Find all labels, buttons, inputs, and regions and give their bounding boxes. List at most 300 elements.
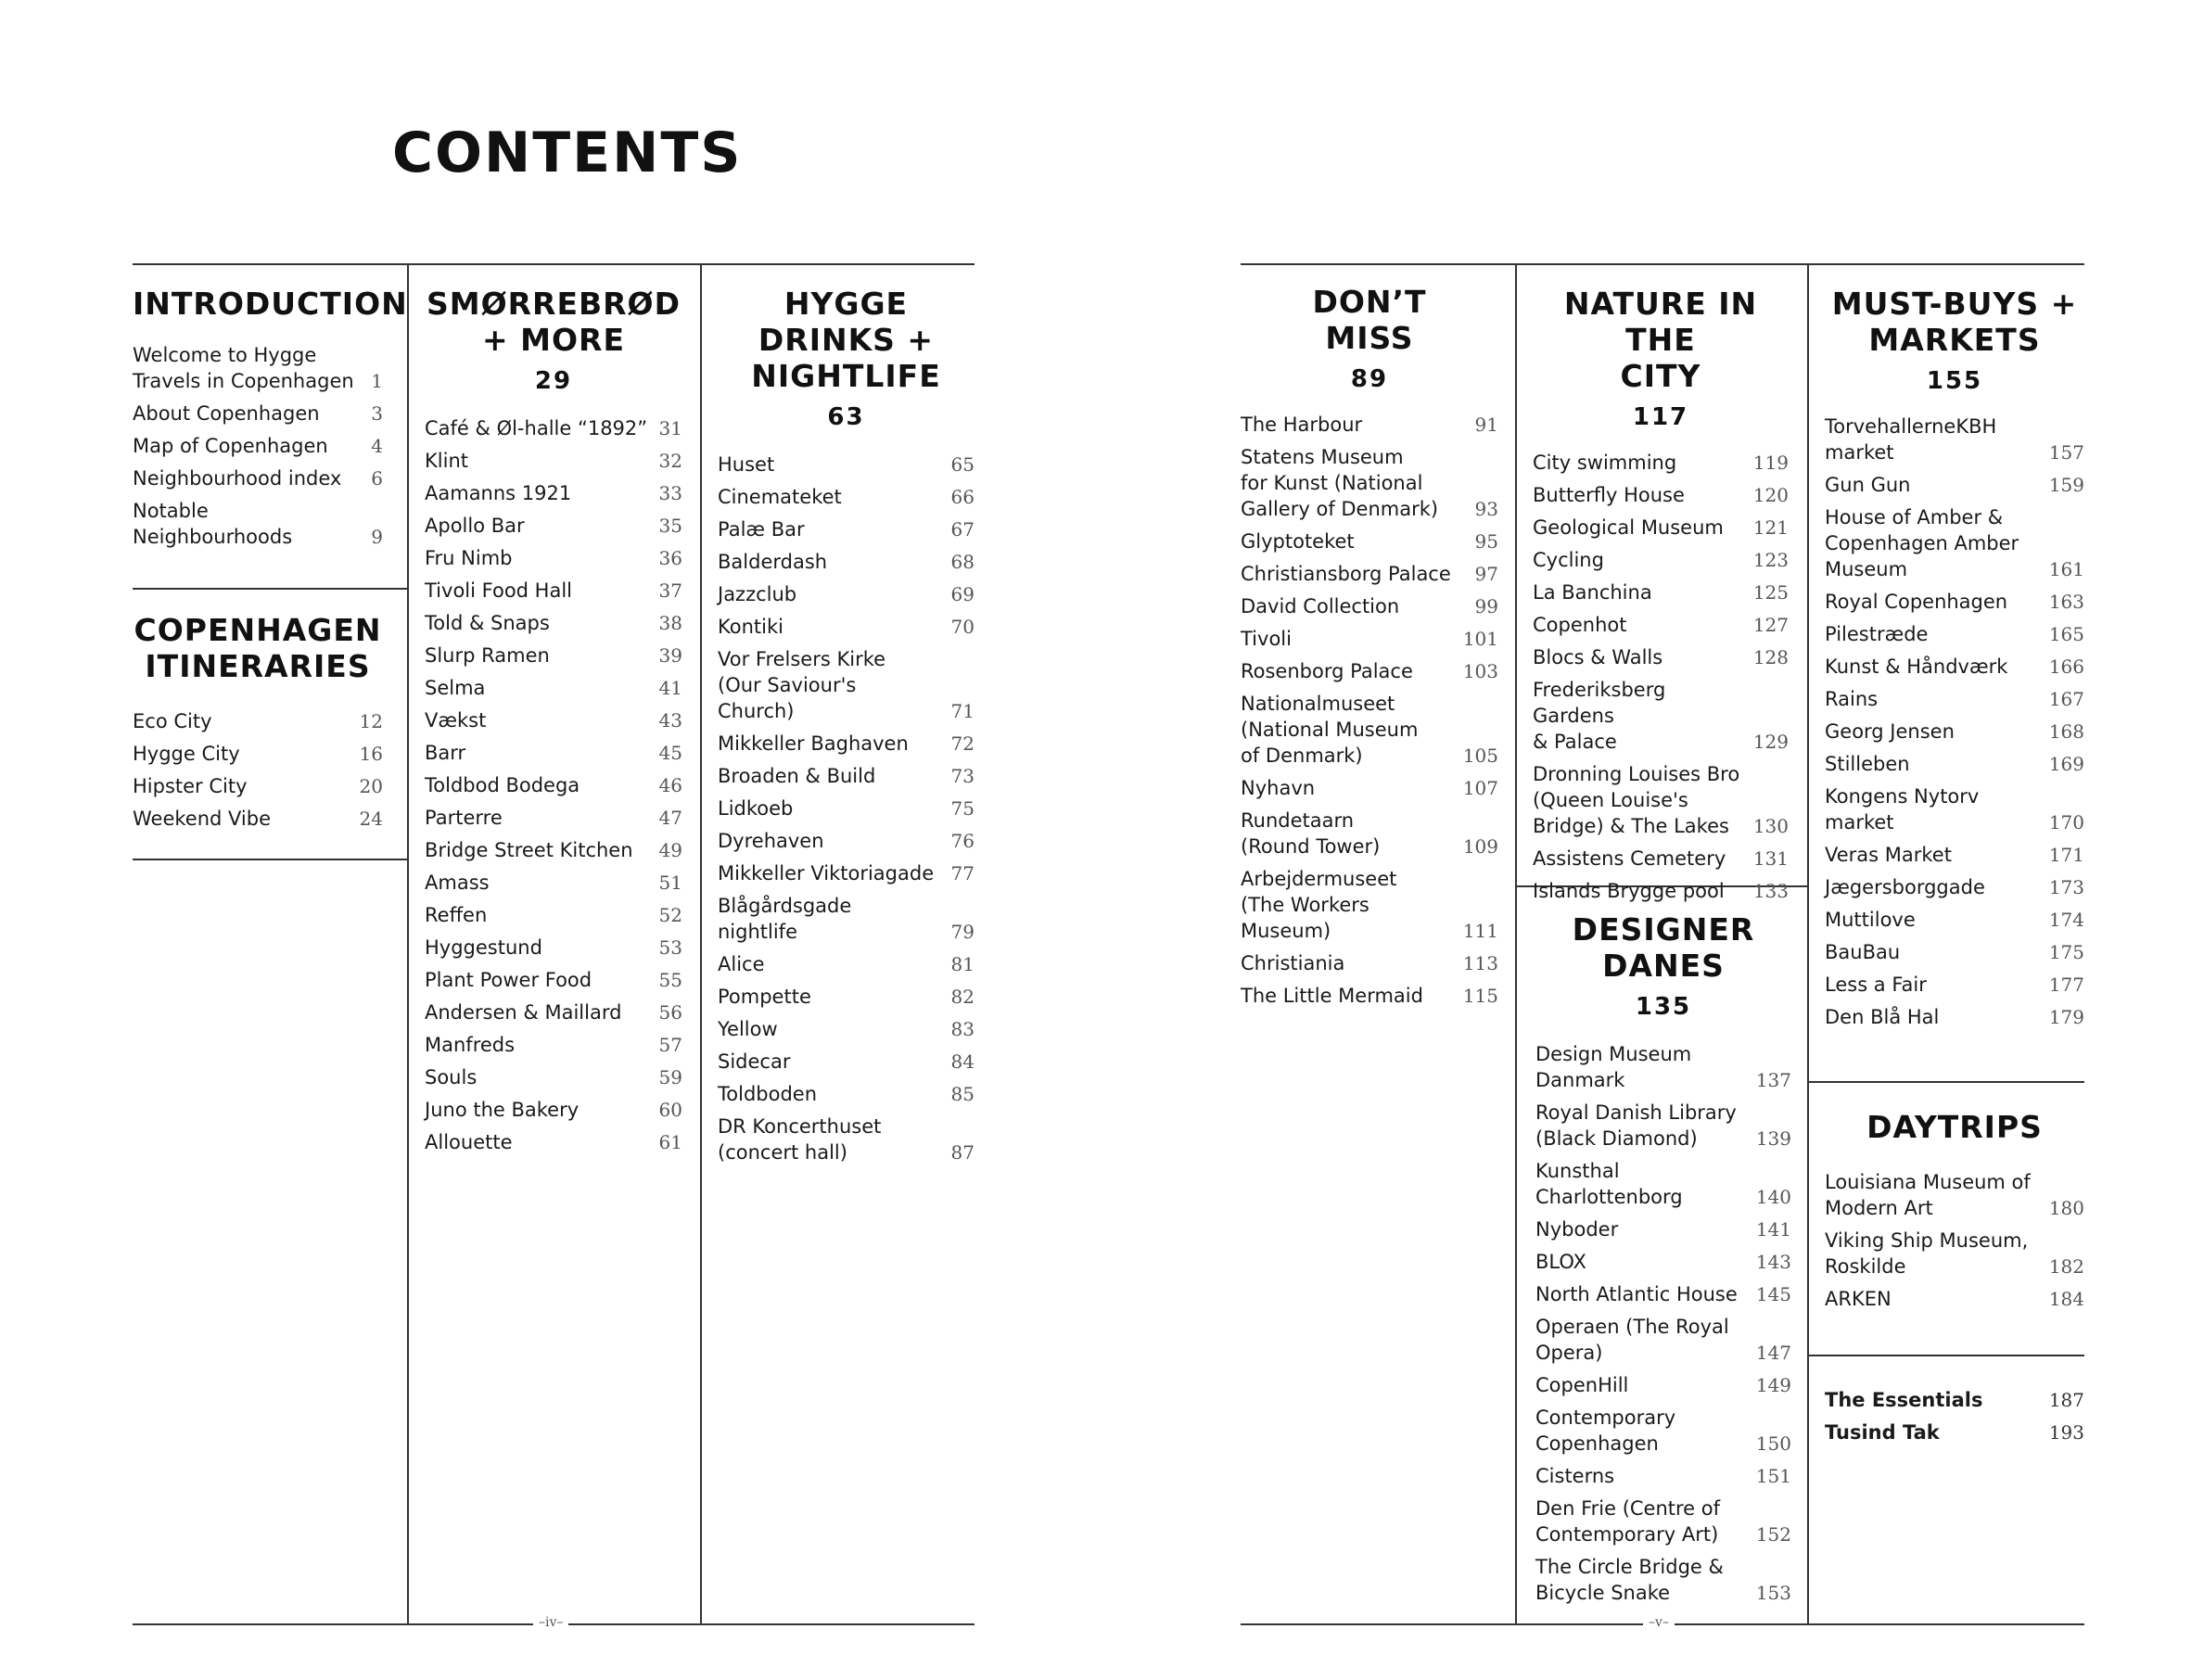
toc-entry-title: Nyboder — [1535, 1218, 1619, 1241]
toc-entry — [1825, 907, 2084, 933]
toc-entry — [1825, 1169, 2084, 1221]
toc-entry-page: 173 — [2048, 876, 2084, 898]
toc-entry — [1535, 1495, 1791, 1547]
toc-entry — [1241, 412, 1498, 438]
entry-list — [718, 452, 974, 1165]
toc-entry-page: 123 — [1752, 549, 1789, 571]
section-designer — [1535, 911, 1791, 1612]
toc-entry-page: 91 — [1474, 414, 1498, 436]
toc-entry-page: 140 — [1755, 1186, 1791, 1208]
toc-entry-page: 180 — [2048, 1197, 2084, 1219]
toc-entry-title: Hipster City — [133, 775, 248, 797]
toc-entry — [718, 1081, 974, 1107]
toc-entry-title: Jazzclub — [718, 583, 797, 605]
toc-entry-page: 107 — [1462, 777, 1498, 799]
toc-entry-page: 161 — [2048, 558, 2084, 580]
toc-entry-page: 1 — [371, 370, 383, 392]
toc-entry — [133, 433, 383, 459]
toc-entry — [1533, 761, 1789, 839]
toc-entry — [425, 643, 682, 668]
toc-entry-page: 76 — [950, 830, 974, 852]
toc-entry-page: 33 — [658, 482, 682, 504]
section-heading: COPENHAGEN ITINERARIES — [134, 612, 382, 684]
section-introduction — [133, 286, 408, 556]
toc-entry-page: 184 — [2048, 1288, 2084, 1310]
toc-entry-title: City swimming — [1533, 452, 1677, 474]
toc-entry — [1535, 1216, 1791, 1242]
toc-entry — [1825, 783, 2084, 835]
toc-entry — [718, 893, 974, 945]
toc-entry — [425, 999, 682, 1025]
toc-entry-title: Broaden & Build — [718, 765, 876, 787]
toc-entry-title: Souls — [425, 1066, 478, 1088]
toc-entry-title: Lidkoeb — [718, 797, 794, 820]
section-heading: NATURE IN THE CITY — [1563, 286, 1758, 394]
toc-entry — [425, 805, 682, 831]
toc-entry-page: 182 — [2048, 1255, 2084, 1278]
toc-entry-title: The Essentials — [1825, 1389, 1983, 1411]
toc-entry-title: Toldboden — [718, 1083, 818, 1105]
toc-entry-page: 73 — [950, 765, 974, 787]
toc-entry-title: Arbejdermuseet (The Workers Museum) — [1241, 868, 1397, 942]
toc-entry — [718, 1049, 974, 1075]
toc-entry-title: Kongens Nytorv market — [1825, 785, 1980, 834]
toc-entry — [1241, 808, 1498, 859]
toc-entry-page: 139 — [1755, 1127, 1791, 1150]
toc-entry-title: Rosenborg Palace — [1241, 660, 1413, 682]
toc-entry — [1825, 842, 2084, 868]
toc-entry — [1241, 658, 1498, 684]
toc-entry-title: Butterfly House — [1533, 484, 1685, 506]
toc-entry — [1825, 1004, 2084, 1030]
toc-entry-title: Allouette — [425, 1131, 513, 1153]
toc-entry-title: Den Frie (Centre of Contemporary Art) — [1535, 1497, 1721, 1546]
toc-entry — [1825, 972, 2084, 998]
toc-entry — [1241, 775, 1498, 801]
toc-entry-title: Juno the Bakery — [425, 1099, 580, 1121]
toc-entry-page: 52 — [658, 904, 682, 926]
toc-entry — [1825, 1286, 2084, 1312]
toc-entry — [718, 452, 974, 477]
entry-list — [425, 415, 682, 1155]
toc-entry-page: 69 — [950, 583, 974, 605]
toc-entry-page: 163 — [2048, 591, 2084, 613]
section-dont-miss — [1241, 284, 1498, 1015]
toc-entry-page: 165 — [2048, 623, 2084, 645]
toc-entry-page: 133 — [1752, 880, 1789, 902]
toc-entry-page: 152 — [1755, 1523, 1791, 1546]
toc-entry-title: Nyhavn — [1241, 777, 1316, 799]
section-heading: SMØRREBRØD + MORE — [426, 286, 682, 358]
toc-entry-page: 175 — [2048, 941, 2084, 963]
toc-entry-title: Apollo Bar — [425, 515, 525, 537]
entry-list — [133, 708, 383, 832]
toc-entry — [1533, 846, 1789, 872]
section-page-number: 155 — [1926, 367, 1983, 395]
toc-entry-page: 43 — [658, 709, 682, 732]
toc-entry-title: Huset — [718, 453, 775, 476]
column-divider — [1515, 263, 1517, 1623]
toc-entry — [1535, 1405, 1791, 1457]
toc-entry-page: 150 — [1755, 1432, 1791, 1455]
toc-entry-page: 57 — [658, 1034, 682, 1056]
section-itineraries — [133, 612, 383, 838]
toc-entry-page: 113 — [1462, 952, 1498, 974]
toc-entry-page: 12 — [359, 710, 383, 732]
toc-entry — [425, 870, 682, 896]
toc-entry-page: 130 — [1752, 815, 1789, 837]
toc-entry-title: Copenhot — [1533, 614, 1627, 636]
toc-entry — [718, 984, 974, 1010]
toc-entry-title: Rains — [1825, 688, 1879, 710]
entry-list — [1533, 450, 1789, 904]
toc-entry — [1535, 1158, 1791, 1210]
toc-entry — [718, 646, 974, 724]
toc-entry-page: 93 — [1474, 498, 1498, 520]
toc-entry-title: Selma — [425, 677, 486, 699]
toc-entry — [1825, 1419, 2084, 1445]
toc-entry-page: 75 — [950, 797, 974, 820]
toc-entry — [718, 484, 974, 510]
toc-entry-page: 3 — [371, 402, 383, 425]
entry-list — [133, 342, 383, 550]
toc-entry — [1825, 504, 2084, 582]
toc-entry-title: Aamanns 1921 — [425, 482, 572, 504]
toc-entry — [1241, 593, 1498, 619]
toc-entry — [425, 1097, 682, 1123]
toc-entry — [425, 480, 682, 506]
toc-entry-title: Islands Brygge pool — [1533, 880, 1725, 902]
section-heading: DAYTRIPS — [1866, 1109, 2043, 1145]
toc-entry-title: Blågårdsgade nightlife — [718, 895, 852, 943]
toc-entry — [425, 610, 682, 636]
toc-entry — [1535, 1281, 1791, 1307]
toc-entry-title: Told & Snaps — [425, 612, 550, 634]
toc-entry-title: Blocs & Walls — [1533, 646, 1663, 668]
entry-list — [1241, 412, 1498, 1009]
toc-entry-page: 16 — [359, 743, 383, 765]
toc-entry — [425, 740, 682, 766]
toc-entry-page: 77 — [950, 862, 974, 885]
toc-entry — [1535, 1463, 1791, 1489]
toc-entry-page: 82 — [950, 986, 974, 1008]
toc-entry-title: Fru Nimb — [425, 547, 513, 569]
toc-entry-title: Tivoli — [1241, 628, 1292, 650]
column-divider — [700, 263, 702, 1623]
toc-entry-page: 171 — [2048, 844, 2084, 866]
toc-entry — [1535, 1554, 1791, 1606]
entry-list — [1825, 414, 2084, 1030]
section-page-number: 29 — [534, 367, 573, 395]
toc-entry-title: Plant Power Food — [425, 969, 592, 991]
toc-entry-page: 20 — [359, 775, 383, 797]
toc-entry-title: Viking Ship Museum, Roskilde — [1825, 1229, 2029, 1278]
toc-entry — [718, 731, 974, 757]
toc-entry-title: Christiansborg Palace — [1241, 563, 1451, 585]
toc-entry — [425, 935, 682, 961]
toc-entry — [1533, 878, 1789, 904]
toc-entry-page: 53 — [658, 936, 682, 959]
toc-entry — [133, 401, 383, 426]
section-page-number: 117 — [1632, 403, 1689, 431]
toc-entry-page: 56 — [658, 1001, 682, 1024]
toc-entry-page: 119 — [1752, 452, 1789, 474]
toc-entry-title: Pilestræde — [1825, 623, 1929, 645]
toc-entry — [718, 828, 974, 854]
toc-entry — [1241, 950, 1498, 976]
toc-entry — [1533, 677, 1789, 755]
toc-entry — [1825, 719, 2084, 745]
toc-entry-page: 87 — [950, 1141, 974, 1164]
toc-entry-page: 97 — [1474, 563, 1498, 585]
toc-entry — [1825, 1228, 2084, 1279]
toc-entry-page: 49 — [658, 839, 682, 861]
toc-entry-title: ARKEN — [1825, 1288, 1892, 1310]
entry-list — [1825, 1169, 2084, 1312]
toc-entry-page: 79 — [950, 921, 974, 943]
toc-entry-title: Glyptoteket — [1241, 530, 1355, 553]
entry-list — [1535, 1041, 1791, 1606]
toc-entry — [718, 951, 974, 977]
toc-entry — [425, 1032, 682, 1058]
toc-entry-page: 157 — [2048, 441, 2084, 464]
toc-entry — [718, 614, 974, 640]
toc-entry — [1241, 561, 1498, 587]
toc-entry-page: 170 — [2048, 811, 2084, 834]
toc-entry-page: 41 — [658, 677, 682, 699]
toc-entry-title: Veras Market — [1825, 844, 1952, 866]
toc-entry-page: 131 — [1752, 847, 1789, 870]
toc-entry-title: The Little Mermaid — [1241, 985, 1423, 1007]
toc-entry-title: Klint — [425, 450, 468, 472]
toc-entry-page: 47 — [658, 807, 682, 829]
column-divider — [407, 263, 409, 1623]
toc-entry — [718, 795, 974, 821]
toc-entry — [1533, 547, 1789, 573]
section-heading: MUST-BUYS + MARKETS — [1831, 286, 2078, 358]
toc-entry — [425, 967, 682, 993]
toc-entry — [1533, 450, 1789, 476]
toc-entry — [1535, 1041, 1791, 1093]
toc-entry-page: 193 — [2048, 1421, 2084, 1444]
toc-entry-title: Vækst — [425, 709, 487, 732]
toc-entry-title: Royal Danish Library (Black Diamond) — [1535, 1101, 1737, 1150]
toc-entry-title: Welcome to Hygge Travels in Copenhagen — [133, 344, 354, 392]
toc-entry — [1241, 983, 1498, 1009]
toc-entry — [425, 707, 682, 733]
toc-entry-title: North Atlantic House — [1535, 1283, 1738, 1305]
toc-entry — [425, 513, 682, 539]
toc-entry-page: 6 — [371, 467, 383, 490]
toc-entry — [718, 581, 974, 607]
section-essentials — [1825, 1387, 2084, 1452]
toc-entry-page: 55 — [658, 969, 682, 991]
section-smorrebrod — [425, 286, 682, 1162]
toc-entry-title: Less a Fair — [1825, 974, 1927, 996]
toc-entry-page: 168 — [2048, 720, 2084, 743]
toc-entry-title: The Circle Bridge & Bicycle Snake — [1535, 1556, 1724, 1604]
toc-entry — [718, 1016, 974, 1042]
toc-entry-page: 187 — [2048, 1389, 2084, 1411]
toc-entry-page: 121 — [1752, 516, 1789, 539]
toc-entry-title: Eco City — [133, 710, 212, 732]
toc-entry — [1535, 1249, 1791, 1275]
toc-entry-page: 145 — [1755, 1283, 1791, 1305]
toc-entry-title: Kontiki — [718, 616, 783, 638]
toc-entry-title: Tusind Tak — [1825, 1421, 1940, 1444]
toc-entry-title: Kunst & Håndværk — [1825, 655, 2008, 678]
page-title: CONTENTS — [392, 121, 743, 185]
toc-entry — [133, 708, 383, 734]
toc-entry-title: Tivoli Food Hall — [425, 579, 572, 602]
toc-entry-page: 36 — [658, 547, 682, 569]
toc-entry-title: Mikkeller Viktoriagade — [718, 862, 935, 885]
toc-entry-title: David Collection — [1241, 595, 1400, 617]
toc-entry-page: 125 — [1752, 581, 1789, 604]
toc-entry-title: Parterre — [425, 807, 503, 829]
toc-entry-title: Vor Frelsers Kirke (Our Saviour's Church) — [718, 648, 886, 722]
section-heading: INTRODUCTION — [133, 286, 408, 322]
toc-entry — [425, 837, 682, 863]
toc-entry-title: Muttilove — [1825, 909, 1916, 931]
toc-entry-title: Palæ Bar — [718, 518, 805, 541]
section-page-number: 89 — [1350, 365, 1389, 393]
toc-entry — [133, 342, 383, 394]
toc-entry — [1825, 621, 2084, 647]
toc-entry — [133, 806, 383, 832]
toc-entry-page: 51 — [658, 872, 682, 894]
toc-entry-page: 67 — [950, 518, 974, 541]
toc-entry-page: 109 — [1462, 835, 1498, 858]
toc-entry-page: 128 — [1752, 646, 1789, 668]
toc-entry-page: 120 — [1752, 484, 1789, 506]
toc-entry-title: Louisiana Museum of Modern Art — [1825, 1171, 2031, 1219]
toc-entry-title: Statens Museum for Kunst (National Gallery of Denmark) — [1241, 446, 1439, 520]
toc-entry-title: Barr — [425, 742, 466, 764]
toc-entry-page: 103 — [1462, 660, 1498, 682]
toc-entry-page: 147 — [1755, 1342, 1791, 1364]
section-divider — [133, 588, 407, 590]
toc-entry-page: 159 — [2048, 474, 2084, 496]
toc-entry-page: 37 — [658, 579, 682, 602]
toc-entry — [133, 498, 383, 550]
toc-entry-title: Café & Øl-halle “1892” — [425, 417, 648, 439]
toc-entry — [133, 465, 383, 491]
toc-entry-title: BLOX — [1535, 1251, 1586, 1273]
toc-entry-page: 174 — [2048, 909, 2084, 931]
toc-entry-title: Andersen & Maillard — [425, 1001, 622, 1024]
top-rule-right — [1241, 263, 2084, 265]
toc-entry-title: Design Museum Danmark — [1535, 1043, 1692, 1091]
toc-entry — [1825, 874, 2084, 900]
toc-entry-title: Cycling — [1533, 549, 1604, 571]
toc-entry — [1535, 1314, 1791, 1366]
toc-entry-page: 111 — [1462, 920, 1498, 942]
toc-entry — [133, 773, 383, 799]
toc-entry — [1535, 1372, 1791, 1398]
toc-entry-title: Christiania — [1241, 952, 1345, 974]
toc-entry — [1533, 579, 1789, 605]
toc-entry — [718, 516, 974, 542]
toc-entry-page: 141 — [1755, 1218, 1791, 1241]
toc-entry-page: 39 — [658, 644, 682, 667]
toc-entry-title: Notable Neighbourhoods — [133, 500, 293, 548]
toc-entry — [425, 415, 682, 441]
toc-entry-title: Mikkeller Baghaven — [718, 732, 909, 755]
toc-entry-page: 169 — [2048, 753, 2084, 775]
toc-entry-page: 4 — [371, 435, 383, 457]
toc-entry-page: 31 — [658, 417, 682, 439]
toc-entry-page: 70 — [950, 616, 974, 638]
toc-entry — [1533, 482, 1789, 508]
toc-entry-page: 60 — [658, 1099, 682, 1121]
toc-entry — [1241, 866, 1498, 944]
toc-entry-title: Manfreds — [425, 1034, 516, 1056]
toc-entry-title: Hygge City — [133, 743, 240, 765]
toc-entry-page: 166 — [2048, 655, 2084, 678]
toc-entry-page: 61 — [658, 1131, 682, 1153]
toc-entry-page: 153 — [1755, 1582, 1791, 1604]
toc-entry-title: Jægersborggade — [1825, 876, 1985, 898]
section-page-number: 135 — [1635, 993, 1692, 1021]
toc-entry-page: 84 — [950, 1050, 974, 1073]
toc-entry-title: Operaen (The Royal Opera) — [1535, 1316, 1729, 1364]
toc-entry — [1535, 1100, 1791, 1152]
section-divider — [1807, 1355, 2084, 1356]
toc-entry-title: Nationalmuseet (National Museum of Denmark) — [1241, 693, 1419, 767]
toc-entry — [1825, 414, 2084, 465]
toc-entry — [1825, 589, 2084, 615]
toc-entry-title: Sidecar — [718, 1050, 791, 1073]
toc-entry — [425, 545, 682, 571]
toc-entry — [1533, 515, 1789, 541]
section-page-number: 63 — [827, 403, 865, 431]
toc-entry — [425, 675, 682, 701]
toc-entry-page: 177 — [2048, 974, 2084, 996]
toc-entry — [1241, 528, 1498, 554]
section-daytrips — [1825, 1109, 2084, 1318]
section-heading: DESIGNER DANES — [1572, 911, 1755, 984]
toc-entry-page: 179 — [2048, 1006, 2084, 1028]
toc-entry-title: Cinemateket — [718, 486, 842, 508]
toc-entry-title: TorvehallerneKBH market — [1825, 415, 1997, 464]
toc-entry-page: 65 — [950, 453, 974, 476]
toc-entry-page: 83 — [950, 1018, 974, 1040]
toc-entry-title: Dyrehaven — [718, 830, 824, 852]
toc-entry — [1241, 626, 1498, 652]
toc-entry-title: Hyggestund — [425, 936, 542, 959]
top-rule-left — [133, 263, 974, 265]
toc-entry — [718, 1114, 974, 1165]
toc-entry-title: Alice — [718, 953, 765, 975]
section-heading: HYGGE DRINKS + NIGHTLIFE — [751, 286, 941, 394]
toc-entry-title: Neighbourhood index — [133, 467, 342, 490]
toc-entry-page: 129 — [1752, 731, 1789, 753]
toc-entry — [425, 902, 682, 928]
toc-entry — [1241, 444, 1498, 522]
toc-entry-page: 35 — [658, 515, 682, 537]
toc-entry-title: Cisterns — [1535, 1465, 1615, 1487]
toc-entry — [1825, 939, 2084, 965]
toc-entry-page: 46 — [658, 774, 682, 796]
toc-entry-title: Kunsthal Charlottenborg — [1535, 1160, 1683, 1208]
toc-entry — [425, 1064, 682, 1090]
toc-entry — [718, 549, 974, 575]
toc-entry-title: Map of Copenhagen — [133, 435, 328, 457]
toc-entry — [1241, 691, 1498, 769]
toc-entry-title: Balderdash — [718, 551, 828, 573]
toc-entry-page: 59 — [658, 1066, 682, 1088]
